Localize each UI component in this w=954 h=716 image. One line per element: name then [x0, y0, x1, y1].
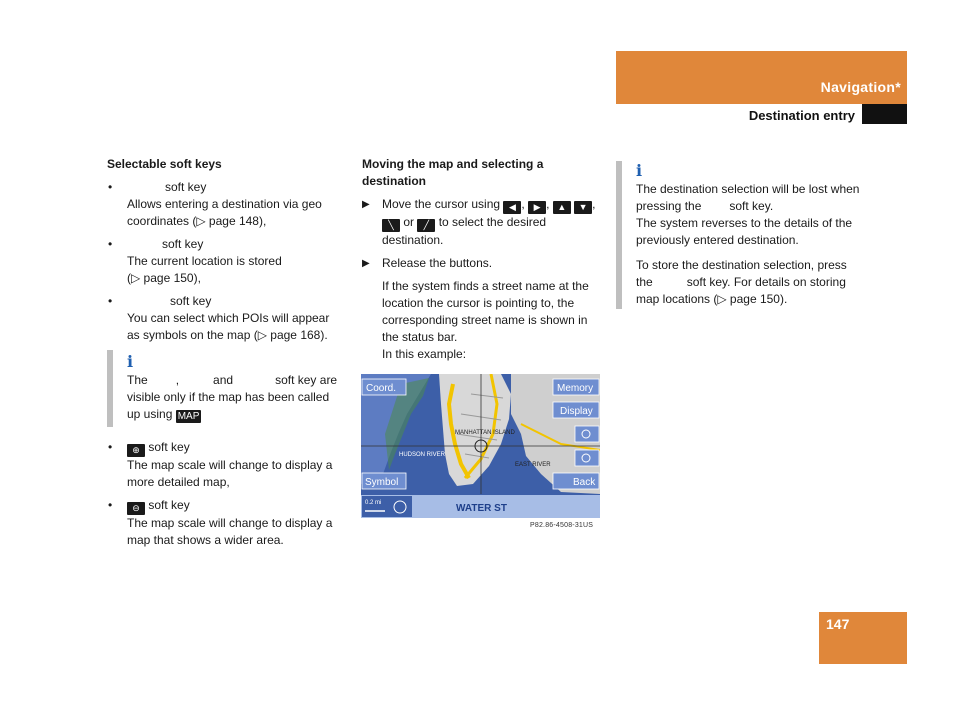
instruction-step	[362, 196, 602, 249]
softkey-label: soft key	[165, 180, 207, 194]
softkey-label: soft key	[162, 237, 204, 251]
bullet: •	[108, 498, 113, 512]
display-softkey-label: Display	[560, 406, 593, 417]
info-text: The system reverses to the details of the previously entered destination.	[636, 216, 853, 247]
zoom-out-icon: ⊖	[127, 502, 145, 515]
step-text	[382, 196, 602, 249]
info-text	[636, 257, 860, 308]
info-word: The	[127, 373, 148, 387]
map-button-badge: MAP	[177, 411, 200, 422]
moving-map-heading: Moving the map and selecting a destination	[362, 157, 544, 188]
soft-keys-heading: Selectable soft keys	[107, 157, 222, 171]
example-label: In this example:	[382, 347, 467, 361]
softkey-desc: The map scale will change to display a more detailed map,	[127, 458, 333, 489]
info-rest: are visible only if the map has been called up using	[127, 373, 338, 421]
bullet: •	[108, 180, 113, 194]
list-item	[107, 236, 345, 287]
subsection-marker	[862, 104, 907, 124]
step-text-part: Move the cursor using	[382, 197, 501, 211]
subsection-title: Destination entry	[748, 108, 855, 123]
info-box	[616, 161, 860, 309]
separator: or	[403, 215, 415, 229]
step-arrow-icon: ▶	[362, 258, 370, 269]
back-softkey-label: Back	[573, 477, 596, 488]
softkey-label	[127, 497, 345, 515]
info-text-part: soft key. For details on storing map locations (▷ page 150).	[636, 275, 846, 306]
zoom-in-icon: ⊕	[127, 444, 145, 457]
cursor-paragraph: If the system finds a street name at the location the cursor is pointing to, the corresponding street name is shown in the status bar.	[382, 279, 589, 344]
zoom-out-softkey	[575, 450, 599, 466]
scale-label: 0.2 mi	[365, 500, 382, 506]
separator: ,	[592, 197, 596, 211]
softkey-desc: Allows entering a destination via geo coordinates (▷ page 148),	[127, 197, 322, 228]
info-word: soft key	[275, 373, 317, 387]
page-number: 147	[826, 616, 850, 632]
softkey-desc: You can select which POIs will appear as symbols on the map (▷ page 168).	[127, 311, 330, 342]
info-word: and	[213, 373, 234, 387]
right-column	[616, 161, 860, 309]
bullet: •	[108, 294, 113, 308]
softkey-label: soft key	[170, 294, 212, 308]
middle-column	[362, 156, 602, 363]
arrow-left-key-icon: ◀	[503, 201, 521, 214]
info-box	[107, 350, 345, 427]
info-text-part: The destination selection will be lost when pressing the	[636, 182, 860, 213]
bullet: •	[108, 237, 113, 251]
info-comma: ,	[175, 373, 180, 387]
arrow-right-key-icon: ▶	[528, 201, 546, 214]
left-column	[107, 156, 345, 549]
bullet: •	[108, 440, 113, 454]
arrow-diagonal-up-key-icon: ╱	[417, 219, 435, 232]
info-text-part: To store the destination selection, press the	[636, 258, 847, 289]
figure-caption: P82.86-4508-31US	[530, 522, 594, 529]
map-label-manhattan: MANHATTAN ISLAND	[455, 430, 515, 436]
coord-softkey-label: Coord.	[366, 383, 397, 394]
softkey-desc-ref: (▷ page 150),	[127, 271, 201, 285]
softkey-word: soft key	[148, 498, 190, 512]
section-title: Navigation*	[820, 79, 901, 95]
step-text-part: to select the desired destination.	[382, 215, 547, 247]
arrow-up-key-icon: ▲	[553, 201, 571, 214]
softkey-desc: The map scale will change to display a map that shows a wider area.	[127, 516, 333, 547]
arrow-diagonal-down-key-icon: ╲	[382, 219, 400, 232]
info-text	[636, 181, 860, 215]
symbol-softkey-label: Symbol	[365, 477, 399, 488]
map-svg	[361, 374, 600, 518]
list-item	[107, 293, 345, 344]
instruction-step	[362, 255, 602, 272]
arrow-down-key-icon: ▼	[574, 201, 592, 214]
status-street-name: WATER ST	[456, 503, 507, 514]
step-text: Release the buttons.	[382, 256, 493, 270]
softkey-word: soft key	[148, 440, 190, 454]
navigation-map-screenshot	[361, 374, 600, 518]
header-tab	[616, 51, 907, 104]
softkey-label	[127, 439, 345, 457]
list-item	[107, 439, 345, 491]
map-label-east-river: EAST RIVER	[515, 462, 551, 468]
separator: ,	[521, 197, 525, 211]
info-text-part: soft key.	[729, 199, 774, 213]
map-label-hudson: HUDSON RIVER	[399, 452, 446, 458]
separator: ,	[546, 197, 550, 211]
info-icon: i	[127, 352, 134, 371]
softkey-desc: The current location is stored	[127, 254, 282, 268]
step-arrow-icon: ▶	[362, 199, 370, 210]
info-text	[127, 372, 345, 423]
info-icon: i	[636, 161, 643, 180]
zoom-in-softkey	[575, 426, 599, 442]
list-item	[107, 179, 345, 230]
list-item	[107, 497, 345, 549]
memory-softkey-label: Memory	[557, 383, 594, 394]
